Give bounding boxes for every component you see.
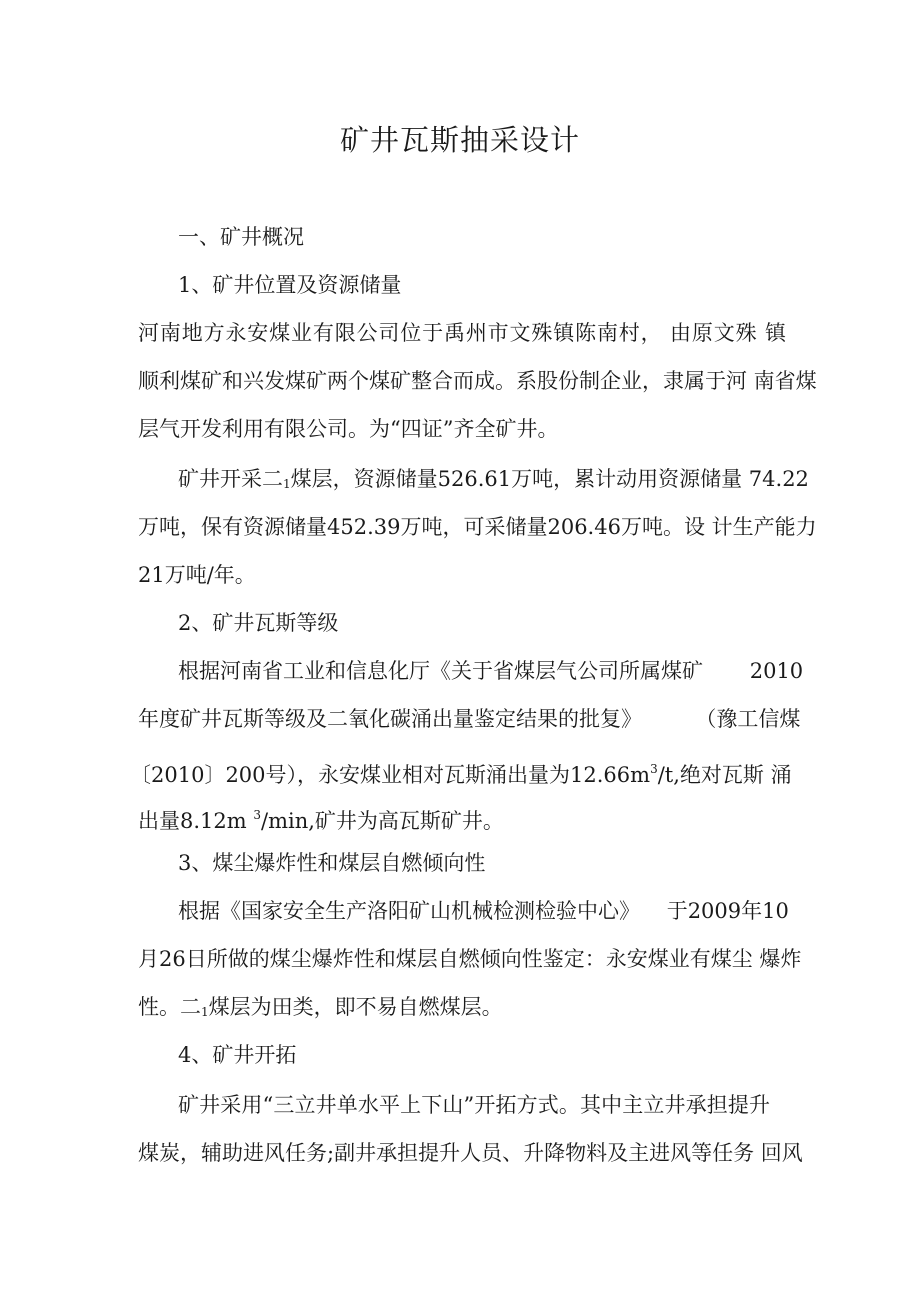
superscript: 3 [650, 762, 658, 776]
text-span: /min,矿井为高瓦斯矿井。 [261, 809, 504, 833]
paragraph-coal-dust-line-1: 根据《国家安全生产洛阳矿山机械检测检验中心》 于2009年10 [178, 899, 789, 923]
text-span: 〔2010〕200号），永安煤业相对瓦斯涌出量为12.66m [130, 763, 651, 787]
text-span: 矿井开采二 [178, 467, 283, 491]
superscript: 3 [253, 808, 261, 822]
paragraph-location-line-1: 河南地方永安煤业有限公司位于禹州市文殊镇陈南村， 由原文殊 镇 [138, 321, 786, 345]
section-heading-overview: 一、矿井概况 [178, 225, 304, 249]
paragraph-development-line-2: 煤炭，辅助进风任务;副井承担提升人员、升降物料及主进风等任务 回风 [138, 1141, 803, 1165]
paragraph-gas-line-4 [138, 800, 504, 836]
paragraph-gas-line-3 [130, 754, 792, 790]
paragraph-development-line-1: 矿井采用“三立井单水平上下山”开拓方式。其中主立井承担提升 [178, 1093, 770, 1117]
text-span: /t,绝对瓦斯 涌 [657, 763, 792, 787]
document-title: 矿井瓦斯抽采设计 [339, 123, 580, 157]
paragraph-gas-line-2: 年度矿井瓦斯等级及二氧化碳涌出量鉴定结果的批复》 （豫工信煤 [138, 707, 801, 731]
subsection-heading-gas-level: 2、矿井瓦斯等级 [178, 611, 339, 635]
paragraph-gas-line-1: 根据河南省工业和信息化厅《关于省煤层气公司所属煤矿 2010 [178, 659, 804, 683]
paragraph-location-line-2: 顺利煤矿和兴发煤矿两个煤矿整合而成。系股份制企业，隶属于河 南省煤 [138, 369, 817, 393]
text-span: 出量8.12m [138, 809, 254, 833]
paragraph-coal-dust-line-3 [138, 992, 503, 1027]
subsection-heading-development: 4、矿井开拓 [178, 1043, 297, 1067]
text-span: 煤层为田类，即不易自燃煤层。 [208, 995, 503, 1019]
subsection-heading-location: 1、矿井位置及资源储量 [178, 273, 402, 297]
paragraph-location-line-3: 层气开发利用有限公司。为“四证”齐全矿井。 [138, 417, 559, 441]
text-span: 性。二 [138, 995, 201, 1019]
subscript: 1 [201, 1005, 209, 1019]
paragraph-reserves-line-1 [178, 464, 809, 499]
paragraph-reserves-line-2: 万吨，保有资源储量452.39万吨，可采储量206.46万吨。设 计生产能力 [138, 515, 817, 539]
subscript: 1 [283, 477, 291, 491]
subsection-heading-coal-dust: 3、煤尘爆炸性和煤层自燃倾向性 [178, 851, 486, 875]
paragraph-reserves-line-3: 21万吨/年。 [138, 563, 256, 587]
paragraph-coal-dust-line-2: 月26日所做的煤尘爆炸性和煤层自燃倾向性鉴定：永安煤业有煤尘 爆炸 [138, 947, 802, 971]
text-span: 煤层，资源储量526.61万吨，累计动用资源储量 74.22 [290, 467, 809, 491]
